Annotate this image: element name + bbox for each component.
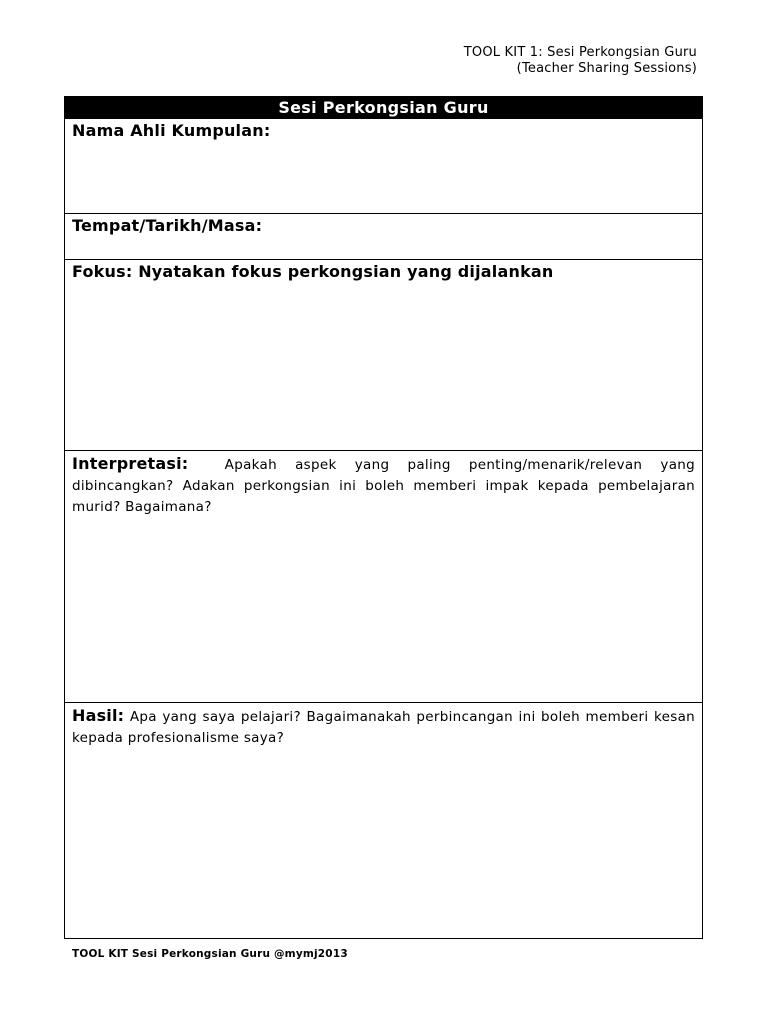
section-fokus[interactable] xyxy=(65,259,702,450)
header-line-1: TOOL KIT 1: Sesi Perkongsian Guru xyxy=(463,45,697,60)
header-note xyxy=(464,45,697,77)
section-interpretasi[interactable] xyxy=(65,450,702,702)
interpretasi-paragraph xyxy=(72,453,695,518)
header-line-2: (Teacher Sharing Sessions) xyxy=(516,61,697,76)
interpretasi-text: Apakah aspek yang paling penting/menarik/relevan yang dibincangkan? Adakan perkongsian ini boleh memberi impak kepada pembelajaran murid? Bagaimana? xyxy=(72,457,696,515)
hasil-label: Hasil: xyxy=(72,706,125,725)
hasil-paragraph xyxy=(72,705,695,749)
footer-note: TOOL KIT Sesi Perkongsian Guru @mymj2013 xyxy=(72,948,348,960)
hasil-text: Apa yang saya pelajari? Bagaimanakah perbincangan ini boleh memberi kesan kepada profesionalisme saya? xyxy=(72,709,696,746)
tempat-label: Tempat/Tarikh/Masa: xyxy=(72,216,263,235)
fokus-label: Fokus: Nyatakan fokus perkongsian yang dijalankan xyxy=(72,262,554,281)
nama-label: Nama Ahli Kumpulan: xyxy=(72,121,271,140)
section-nama-ahli-kumpulan[interactable] xyxy=(65,119,702,213)
section-tempat-tarikh-masa[interactable] xyxy=(65,213,702,259)
sharing-session-form xyxy=(64,96,703,939)
form-title: Sesi Perkongsian Guru xyxy=(65,97,702,119)
interpretasi-label: Interpretasi: xyxy=(72,454,189,473)
section-hasil[interactable] xyxy=(65,702,702,938)
